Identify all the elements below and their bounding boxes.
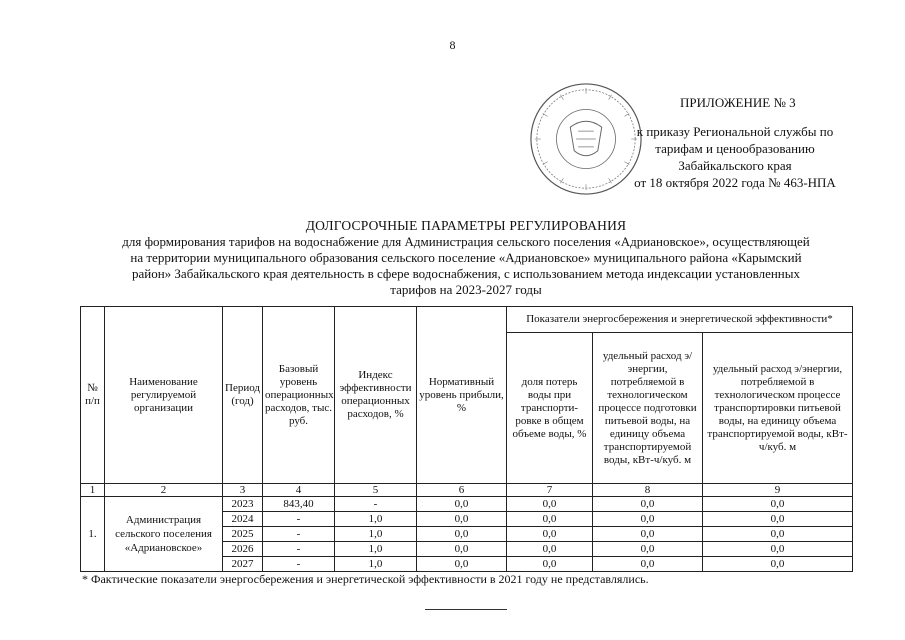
- cell-profit: 0,0: [417, 557, 507, 572]
- parameters-table: [80, 306, 853, 572]
- cell-index: 1,0: [335, 527, 417, 542]
- column-number: 1: [81, 484, 105, 497]
- column-number: 4: [263, 484, 335, 497]
- column-number: 9: [703, 484, 853, 497]
- document-title: ДОЛГОСРОЧНЫЕ ПАРАМЕТРЫ РЕГУЛИРОВАНИЯ: [305, 218, 627, 233]
- bottom-divider: [425, 609, 507, 610]
- cell-year: 2023: [223, 497, 263, 512]
- cell-loss: 0,0: [507, 557, 593, 572]
- cell-loss: 0,0: [507, 527, 593, 542]
- document-title-block: [60, 218, 872, 298]
- cell-energy-preparation: 0,0: [593, 527, 703, 542]
- appendix-block: [600, 94, 870, 191]
- cell-energy-transport: 0,0: [703, 527, 853, 542]
- cell-profit: 0,0: [417, 542, 507, 557]
- cell-index: 1,0: [335, 542, 417, 557]
- footnote: * Фактические показатели энергосбережения и энергетической эффективности в 2021 году не представлялись.: [82, 572, 649, 586]
- cell-base: -: [263, 542, 335, 557]
- column-number: 8: [593, 484, 703, 497]
- appendix-line: тарифам и ценообразованию: [655, 141, 815, 156]
- header-energy-group: Показатели энергосбережения и энергетической эффективности*: [507, 307, 853, 333]
- cell-energy-preparation: 0,0: [593, 557, 703, 572]
- header-num: № п/п: [81, 307, 105, 484]
- header-efficiency-index: Индекс эффективности операционных расходов, %: [335, 307, 417, 484]
- cell-energy-preparation: 0,0: [593, 512, 703, 527]
- organization-name: Администрация сельского поселения «Адриановское»: [105, 497, 223, 572]
- cell-energy-preparation: 0,0: [593, 497, 703, 512]
- header-base-level: Базовый уровень операционных расходов, тыс. руб.: [263, 307, 335, 484]
- header-period: Период (год): [223, 307, 263, 484]
- header-energy-preparation: удельный расход э/энергии, потребляемой в технологическом процессе подготовки питьевой воды, на единицу объема транспортируемой воды, кВт-ч/куб. м: [593, 333, 703, 484]
- document-subtitle-line: район» Забайкальского края деятельность в сфере водоснабжения, с использованием метода индексации установленных: [131, 266, 800, 281]
- appendix-line: от 18 октября 2022 года № 463-НПА: [634, 175, 836, 190]
- document-subtitle-line: тарифов на 2023-2027 годы: [390, 282, 542, 297]
- cell-loss: 0,0: [507, 542, 593, 557]
- cell-energy-transport: 0,0: [703, 557, 853, 572]
- cell-base: -: [263, 557, 335, 572]
- table-row: [81, 497, 853, 512]
- appendix-title: ПРИЛОЖЕНИЕ № 3: [680, 95, 796, 110]
- cell-profit: 0,0: [417, 497, 507, 512]
- cell-year: 2025: [223, 527, 263, 542]
- cell-loss: 0,0: [507, 497, 593, 512]
- column-number: 5: [335, 484, 417, 497]
- column-number: 3: [223, 484, 263, 497]
- cell-energy-preparation: 0,0: [593, 542, 703, 557]
- appendix-line: к приказу Региональной службы по: [636, 124, 834, 139]
- cell-base: 843,40: [263, 497, 335, 512]
- cell-loss: 0,0: [507, 512, 593, 527]
- header-profit-level: Нормативный уровень прибыли, %: [417, 307, 507, 484]
- appendix-line: Забайкальского края: [678, 158, 792, 173]
- cell-year: 2024: [223, 512, 263, 527]
- cell-year: 2027: [223, 557, 263, 572]
- document-subtitle-line: для формирования тарифов на водоснабжение для Администрация сельского поселения «Адриановское», осуществляющей: [122, 234, 810, 249]
- column-number-row: [81, 484, 853, 497]
- cell-energy-transport: 0,0: [703, 497, 853, 512]
- page-number: 8: [449, 38, 456, 52]
- cell-index: -: [335, 497, 417, 512]
- cell-energy-transport: 0,0: [703, 512, 853, 527]
- column-number: 6: [417, 484, 507, 497]
- row-number: 1.: [81, 497, 105, 572]
- cell-index: 1,0: [335, 512, 417, 527]
- header-energy-transport: удельный расход э/энергии, потребляемой в технологическом процессе транспортировки питьевой воды, на единицу объема транспортируемой воды, кВт-ч/куб. м: [703, 333, 853, 484]
- cell-profit: 0,0: [417, 527, 507, 542]
- header-org: Наименование регулируемой организации: [105, 307, 223, 484]
- cell-energy-transport: 0,0: [703, 542, 853, 557]
- column-number: 2: [105, 484, 223, 497]
- document-subtitle-line: на территории муниципального образования сельского поселение «Адриановское» муниципального района «Карымский: [130, 250, 802, 265]
- cell-year: 2026: [223, 542, 263, 557]
- cell-base: -: [263, 527, 335, 542]
- cell-base: -: [263, 512, 335, 527]
- header-water-loss: доля потерь воды при транспорти-ровке в общем объеме воды, %: [507, 333, 593, 484]
- cell-index: 1,0: [335, 557, 417, 572]
- column-number: 7: [507, 484, 593, 497]
- cell-profit: 0,0: [417, 512, 507, 527]
